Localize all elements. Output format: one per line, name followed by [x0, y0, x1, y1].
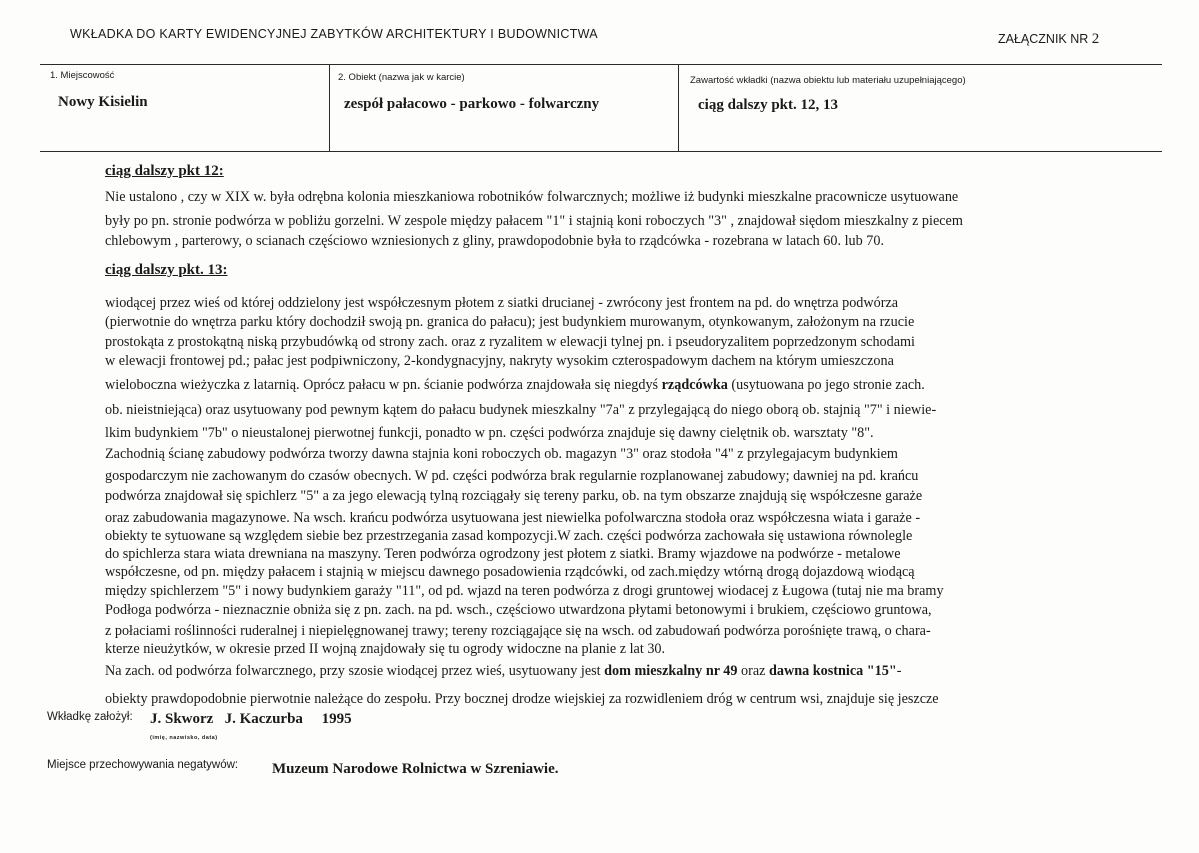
table-top-rule — [40, 64, 1162, 65]
section-13-line: gospodarczym nie zachowanym do czasów obecnych. W pd. części podwórza brak regularnie rozplanowanej zabudowy; dawniej na pd. krańcu — [105, 468, 919, 484]
section-13-heading: ciąg dalszy pkt. 13: — [105, 262, 228, 278]
storage-value: Muzeum Narodowe Rolnictwa w Szreniawie. — [272, 761, 559, 777]
table-bottom-rule — [40, 151, 1162, 152]
rzadcowka-bold: rządcówka — [661, 377, 728, 393]
section-13-line: ob. nieistniejąca) oraz usytuowany pod pewnym kątem do pałacu budynek mieszkalny "7a" z przylegającą do niego oborą ob. stajnią "7" i niewie- — [105, 402, 937, 418]
section-13-line-tail: (usytuowana po jego stronie zach. — [731, 377, 925, 393]
section-13-line: (pierwotnie do wnętrza parku który dochodził swoją pn. granica do pałacu); jest budynkiem murowanym, otynkowanym, założonym na rzucie — [105, 314, 915, 330]
section-12-line: były po pn. stronie podwórza w pobliżu gorzelni. W zespole między pałacem "1" i stajnią koni roboczych "3" , znajdował siędom mieszkalny z piecem — [105, 213, 963, 229]
object-label: 2. Obiekt (nazwa jak w karcie) — [338, 72, 465, 83]
section-13-line: prostokąta z prostokątną niską przybudówką od strony zach. oraz z ryzalitem w elewacji tylnej pn. i pseudoryzalitem poprzedzonym schodami — [105, 334, 916, 350]
section-13-line: do spichlerza stara wiata drewniana na maszyny. Teren podwórza ogrodzony jest płotem z siatki. Bramy wjazdowe na podwórze - metalowe — [105, 546, 901, 562]
storage-label: Miejsce przechowywania negatywów: — [47, 759, 239, 771]
locality-label: 1. Miejscowość — [50, 70, 115, 81]
annex-number: 2 — [1091, 31, 1100, 47]
object-value: zespół pałacowo - parkowo - folwarczny — [344, 96, 600, 112]
section-13-line: lkim budynkiem "7b" o nieustalonej pierwotnej funkcji, ponadto w pn. części podwórza znajduje się dawny cielętnik ob. warsztaty "8". — [105, 425, 874, 441]
dom-mieszkalny-bold: dom mieszkalny nr 49 — [604, 663, 738, 679]
content-label: Zawartość wkładki (nazwa obiektu lub materiału uzupełniającego) — [690, 75, 966, 86]
section-13-line: współczesne, od pn. między pałacem i stajnią w miejscu dawnego posadowienia rządcówki, od zach.między wtórną drogą dojazdową wiodącą — [105, 564, 915, 580]
oraz-text: oraz — [741, 663, 766, 679]
section-12-line: chlebowym , parterowy, o scianach częściowo wzniesionych z gliny, prawdopodobnie była to rządcówka - rozebrana w latach 60. lub 70. — [105, 233, 884, 249]
kostnica-bold: dawna kostnica "15" — [769, 663, 897, 679]
content-value: ciąg dalszy pkt. 12, 13 — [698, 97, 839, 113]
section-13-line: z połaciami roślinności ruderalnej i niepielęgnowanej trawy; tereny rozciągające się na wsch. od zabudowań podwórza porośnięte trawą, o chara- — [105, 623, 931, 639]
author-hint: (imię, nazwisko, data) — [150, 735, 218, 741]
section-13-line: między spichlerzem "5" i nowy budynkiem garaży "11", od pd. wjazd na teren podwórza z drogi gruntowej wiodacej z Ługowa (tutaj nie ma bramy — [105, 583, 944, 599]
form-title: WKŁADKA DO KARTY EWIDENCYJNEJ ZABYTKÓW ARCHITEKTURY I BUDOWNICTWA — [70, 27, 598, 41]
section-13-line-text: wieloboczna wieżyczka z latarnią. Oprócz pałacu w pn. ścianie podwórza znajdowała się niegdyś — [105, 377, 659, 393]
section-13-line — [105, 378, 925, 392]
table-divider-2 — [678, 64, 679, 152]
locality-value: Nowy Kisielin — [58, 94, 148, 110]
line-hyphen: - — [896, 663, 902, 679]
section-12-line: Nie ustalono , czy w XIX w. była odrębna kolonia mieszkaniowa robotników folwarcznych; możliwe iż budynki mieszkalne pracownicze usytuowane — [105, 189, 959, 205]
section-13-line: oraz zabudowania magazynowe. Na wsch. krańcu podwórza usytuowana jest niewielka pofolwarczna stodoła oraz współczesna wiata i garaże - — [105, 510, 921, 526]
section-13-line: podwórza znajdował się spichlerz "5" a za jego elewacją tylną rozciągały się tereny parku, ob. na tym obszarze znajdują się współczesne garaże — [105, 488, 923, 504]
table-divider-1 — [329, 64, 330, 152]
author-value: J. Skworz J. Kaczurba 1995 — [150, 711, 352, 727]
section-13-line: Podłoga podwórza - nieznacznie obniża się z pn. zach. na pd. wsch., częściowo utwardzona płytami betonowymi i brukiem, częściowo gruntowa, — [105, 602, 932, 618]
section-13-line: w elewacji frontowej pd.; pałac jest podpiwniczony, 2-kondygnacyjny, nakryty wysokim czterospadowym dachem na którym umieszczona — [105, 353, 894, 369]
section-13-line: obiekty te sytuowane są względem siebie bez przestrzegania zasad kompozycji.W zach. części podwórza zachowała się ustawiona równolegle — [105, 528, 913, 544]
section-13-line: obiekty prawdopodobnie pierwotnie należące do zespołu. Przy bocznej drodze wiejskiej za rozwidleniem dróg w centrum wsi, znajduje się jeszcze — [105, 691, 939, 707]
annex-label — [998, 31, 1099, 48]
section-13-line: wiodącej przez wieś od której oddzielony jest współczesnym płotem z siatki drucianej - zwrócony jest frontem na pd. do wnętrza podwórza — [105, 295, 899, 311]
author-label: Wkładkę założył: — [47, 711, 133, 723]
section-13-line: kterze nieużytków, w okresie przed II wojną znajdowały się tu ogrody widoczne na planie z lat 30. — [105, 641, 666, 657]
annex-text: ZAŁĄCZNIK NR — [998, 32, 1089, 46]
section-12-heading: ciąg dalszy pkt 12: — [105, 163, 224, 179]
section-13-line: Na zach. od podwórza folwarcznego, przy szosie wiodącej przez wieś, usytuowany jest dom mieszkalny nr 49 oraz dawna kostnica "15"- — [105, 663, 902, 679]
section-13-line: Zachodnią ścianę zabudowy podwórza tworzy dawna stajnia koni roboczych ob. magazyn "3" oraz stodoła "4" z przylegajacym budynkiem — [105, 446, 898, 462]
